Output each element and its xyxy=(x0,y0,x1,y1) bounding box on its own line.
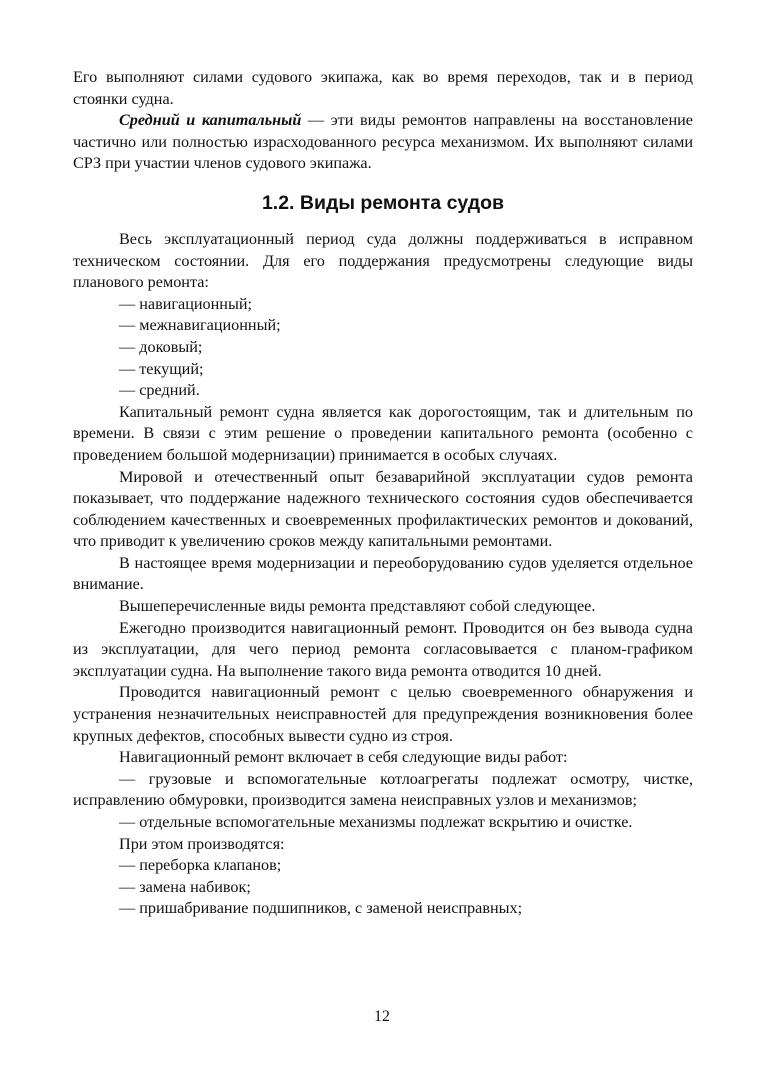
list-item: — навигационный; xyxy=(119,294,252,313)
purpose-paragraph: Проводится навигационный ремонт с целью своевременного обнаружения и устранения незначительных неисправностей для предупреждения возникновения более крупных дефектов, способных вывести судно из строя. xyxy=(73,683,693,745)
modernization-paragraph: В настоящее время модернизации и переоборудованию судов уделяется отдельное внимание. xyxy=(73,553,693,594)
intro-paragraph: Его выполняют силами судового экипажа, как во время переходов, так и в период стоянки судна. xyxy=(73,68,693,108)
list-item: — средний. xyxy=(119,381,200,400)
list-item: — замена набивок; xyxy=(119,877,251,896)
section-heading: 1.2. Виды ремонта судов xyxy=(261,191,505,214)
list-item: — межнавигационный; xyxy=(119,316,281,335)
page-body xyxy=(73,67,693,920)
list-item: — грузовые и вспомогательные котлоагрегаты подлежат осмотру, чистке, исправлению обмуровки, производится замена неисправных узлов и механизмов; xyxy=(73,769,693,810)
listed-types-paragraph: Вышеперечисленные виды ремонта представляют собой следующее. xyxy=(119,597,596,616)
term-medium-capital: Средний и капитальный xyxy=(119,111,302,130)
capital-repair-paragraph: Капитальный ремонт судна является как дорогостоящим, так и длительным по времени. В связи с этим решение о проведении капитального ремонта (особенно с проведением большой модернизации) принимается в особых случаях. xyxy=(73,402,693,464)
annual-repair-paragraph: Ежегодно производится навигационный ремонт. Проводится он без вывода судна из эксплуатации, для чего период ремонта согласовывается с планом-графиком эксплуатации судна. На выполнение такого вида ремонта отводится 10 дней. xyxy=(73,618,693,680)
experience-paragraph: Мировой и отечественный опыт безаварийной эксплуатации судов ремонта показывает, что поддержание надежного технического состояния судов обеспечивается соблюдением качественных и своевременных профилактических ремонтов и докований, что приводит к увеличению сроков между капитальными ремонтами. xyxy=(73,467,693,551)
list-item: — переборка клапанов; xyxy=(119,856,282,875)
also-paragraph: При этом производятся: xyxy=(119,834,285,853)
term-definition: — эти виды ремонтов направлены на восстановление частично или полностью израсходованного ресурса механизмом. Их выполняют силами СРЗ при участии членов судового экипажа. xyxy=(73,111,693,173)
works-intro-paragraph: Навигационный ремонт включает в себя следующие виды работ: xyxy=(119,748,568,767)
section-intro-paragraph: Весь эксплуатационный период суда должны поддерживаться в исправном техническом состоянии. Для его поддержания предусмотрены следующие виды планового ремонта: xyxy=(73,229,693,292)
list-item: — текущий; xyxy=(119,359,204,378)
repair-definition-paragraph xyxy=(73,110,693,175)
list-item: — доковый; xyxy=(119,337,203,356)
page-number: 12 xyxy=(374,1008,390,1025)
list-item: — отдельные вспомогательные механизмы подлежат вскрытию и очистке. xyxy=(119,813,633,831)
list-item: — пришабривание подшипников, с заменой неисправных; xyxy=(119,899,523,918)
